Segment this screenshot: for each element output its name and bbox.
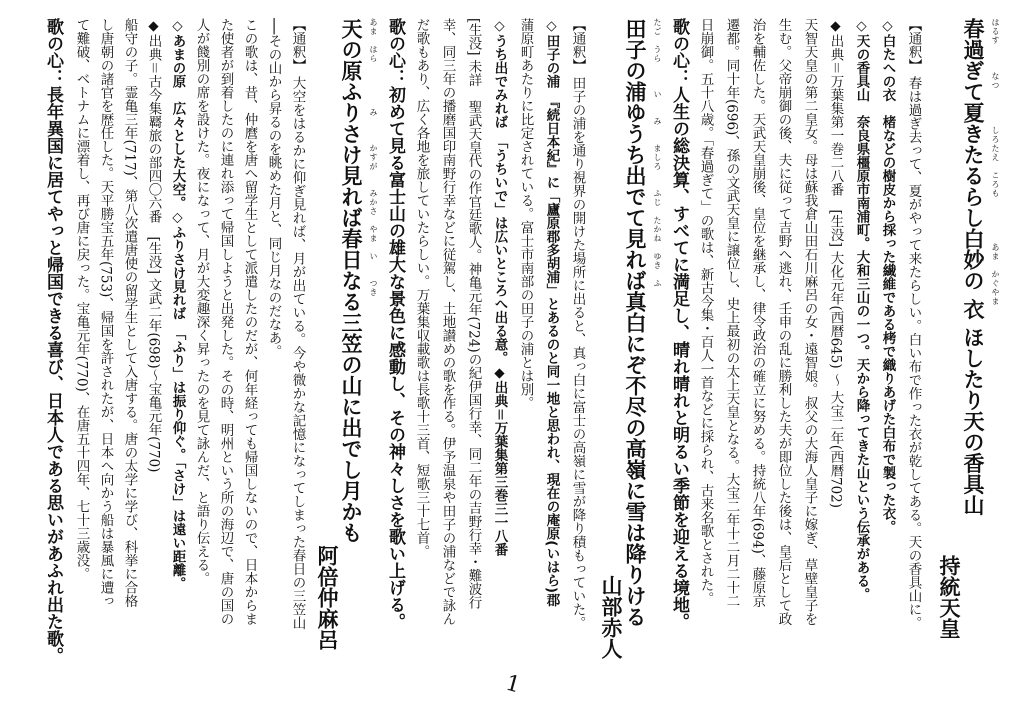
poem2-author: 山部赤人 bbox=[599, 575, 623, 659]
poem3-ruby: あま はら み かすが みかさ やま い つき bbox=[369, 18, 378, 297]
poem1-ruby: はるす なつ しろたえ ころも あま かぐやま bbox=[991, 18, 1000, 306]
poem1-line-1: ◇白たへの衣 楮などの樹皮から採った繊維である栲で織りあげた白布で製った衣。 bbox=[879, 18, 896, 534]
poem1-line-3: ◆出典＝万葉集第一巻二八番 [生没] 大化元年(西暦645) ～ 大宝二年(西暦702) bbox=[827, 18, 844, 509]
poem2-title: 田子の浦ゆうち出でて見れば真白にぞ不尽の高嶺に雪は降りける bbox=[623, 18, 647, 627]
poem1-author: 持統天皇 bbox=[937, 555, 961, 639]
poem1-line-5: 生む。父帝崩御の後、夫に従って吉野へ逃れ、壬申の乱に勝利した夫が即位した後は、皇后として政 bbox=[775, 18, 792, 626]
page-number: 1 bbox=[503, 670, 523, 699]
poem3-line-8: し唐朝の諸官を歴任した。天平勝宝五年(753)、帰国を許されたが、日本へ向かう船は暴風に遭っ bbox=[97, 18, 114, 608]
poem1-line-0: 【通釈】 春は過ぎ去って、夏がやって来たらしい。白い布で作った衣が乾してある。天の香具山に。 bbox=[905, 18, 922, 630]
poem1-line-2: ◇天の香具山 奈良県橿原市南浦町。大和三山の一つ。天から降ってきた山という伝承がある。 bbox=[853, 18, 870, 601]
poem1-line-8: 日崩御。五十八歳。「春過ぎて」の歌は、新古今集・百人一首などに採られ、古来名歌とされた。 bbox=[697, 18, 714, 606]
poem3-line-6: ◆出典＝古今集羇旅の部四〇六番 [生没] 文武二年(698)～宝亀元年(770) bbox=[145, 18, 162, 473]
poem3-line-9: て難破、ベトナムに漂着し、再び唐に戻った。宝亀元年(770)、在唐五十四年、七十三歳没。 bbox=[73, 18, 90, 581]
poem3-heart: 歌の心：長年異国に居てやっと帰国できる喜び、日本人である思いがあふれ出た歌。 bbox=[43, 18, 63, 664]
poem3-line-5: ◇あまの原 広々とした大空。◇ふりさけ見れば 「ふり」は振り仰ぐ。「さけ」は遠い距離。 bbox=[169, 18, 186, 590]
poem2-line-0: 【通釈】 田子の浦を通り視界の開けた場所に出ると、真っ白に富士の高嶺に雪が降り積もっていた。 bbox=[569, 18, 586, 630]
poem2-line-4: [生没] 未詳 聖武天皇代の作官廷歌人。神亀元年(724)の紀伊国行幸、同二年の吉野行幸・難波行 bbox=[465, 18, 482, 610]
poem3-line-4: 人が餞別の席を設けた。夜になって、月が大変趣深く昇ったのを見て詠んだ、と語り伝える。 bbox=[193, 18, 210, 585]
poem3-line-7: 船守の子。霊亀三年(717)、第八次遣唐使の留学生として入唐する。唐の太学に学び、科挙に合格 bbox=[121, 18, 138, 608]
poem2-line-1: ◇田子の浦 『続日本紀』に「廬原郡多胡浦」とあるのと同一地と思われ、現在の庵原(いはら)郡 bbox=[543, 18, 560, 607]
poem1-title: 春過ぎて夏きたるらし白妙の 衣 ほしたり天の香具山 bbox=[961, 18, 985, 516]
poem2-line-3: ◇うち出でみれば 「うちいで」は広いところへ出る意。◆出典＝万葉集第三巻三一八番 bbox=[491, 18, 508, 557]
poem3-line-3: た使者が到着したのに連れ添って帰国しようと出発した。その時、明州という所の海辺で、唐の国の bbox=[217, 18, 234, 626]
poem1-heart: 歌の心：人生の総決算、すべてに満足し、晴れ晴れと明るい季節を迎える境地。 bbox=[669, 18, 689, 630]
poem3-line-1: ──その山から昇るのを眺めた月と、同じ月なのだなあ。 bbox=[265, 18, 282, 359]
poem1-line-7: 遷都。同十年(696)、孫の文武天皇に譲位し、史上最初の太上天皇となる。大宝二年十二月二十二 bbox=[723, 18, 740, 608]
poem2-ruby: たご うら い み ましろ ふじ たかね ゆき ふ bbox=[653, 18, 662, 288]
poem2-heart: 歌の心：初めて見る富士山の雄大な景色に感動し、その神々しさを歌い上げる。 bbox=[385, 18, 405, 630]
poem2-line-6: だ歌もあり、広く各地を旅していたらしい。万葉集収載歌は長歌十三首、短歌三十七首。 bbox=[413, 18, 430, 558]
poem3-line-0: 【通釈】 大空をはるかに仰ぎ見れば、月が出ている。今や微かな記憶になってしまった春日の三笠山 bbox=[289, 18, 306, 630]
poem2-line-2: 蒲原町あたりに比定されている。富士市南部の田子の浦とは別。 bbox=[517, 18, 534, 410]
poem3-author: 阿倍仲麻呂 bbox=[315, 545, 339, 650]
poem3-title: 天の原ふりさけ見れば春日なる三笠の山に出でし月かも bbox=[339, 18, 363, 543]
poem1-line-4: 天智天皇の第二皇女。母は蘇我倉山田石川麻呂の女・遠智娘。叔父の大海人皇子に嫁ぎ、草壁皇子を bbox=[801, 18, 818, 626]
poem2-line-5: 幸、同三年の播磨国印南野行幸などに従駕し、土地讃めの歌を作る。伊予温泉や田子の浦などで詠ん bbox=[439, 18, 456, 626]
poem3-line-2: この歌は、昔、仲麿を唐へ留学生として派遣したのだが、何年経っても帰国しないので、日本からま bbox=[241, 18, 258, 626]
poem1-line-6: 治を輔佐した。天武天皇崩後、皇位を継承し、律令政治の確立に努める。持統八年(694)、藤原京 bbox=[749, 18, 766, 608]
